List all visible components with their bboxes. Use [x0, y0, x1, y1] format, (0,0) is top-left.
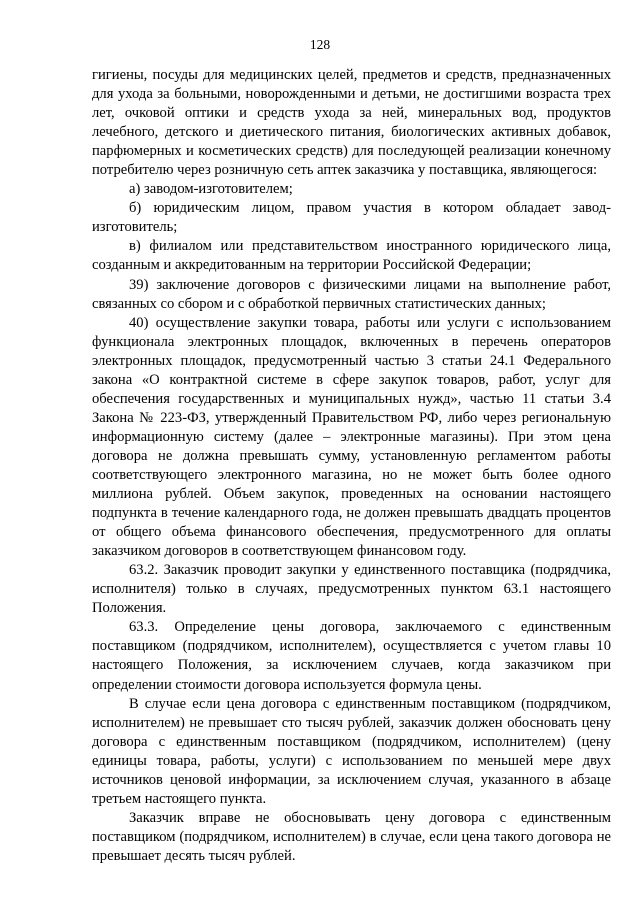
paragraph: а) заводом-изготовителем; — [129, 181, 293, 198]
paragraph: б) юридическим лицом, правом участия в котором обладает завод-изготовитель; — [92, 200, 611, 236]
page-number: 128 — [309, 37, 331, 52]
paragraph: в) филиалом или представительством иностранного юридического лица, созданным и аккредитованным на территории Российской Федерации; — [92, 238, 611, 274]
paragraph: Заказчик вправе не обосновывать цену договора с единственным поставщиком (подрядчиком, исполнителем) в случае, если цена такого договора не превышает десять тысяч рублей. — [92, 809, 611, 864]
paragraph: гигиены, посуды для медицинских целей, предметов и средств, предназначенных для ухода за больными, новорожденными и детьми, не достигшими возраста трех лет, очковой оптики и средств ухода за ней, минеральных вод, продуктов лечебного, детского и диетического питания, биологических активных добавок, парфюмерных и косметических средств) для последующей реализации конечному потребителю через розничную сеть аптек заказчика у поставщика, являющегося: — [92, 67, 611, 179]
paragraph: В случае если цена договора с единственным поставщиком (подрядчиком, исполнителем) не превышает сто тысяч рублей, заказчик должен обосновать цену договора с единственным поставщиком (подрядчиком, исполнителем) (цену единицы товара, работы, услуги) с использованием по меньшей мере двух источников ценовой информации, за исключением случая, указанного в абзаце третьем настоящего пункта. — [92, 695, 611, 807]
document-body — [92, 66, 611, 866]
paragraph: 39) заключение договоров с физическими лицами на выполнение работ, связанных со сбором и с обработкой первичных статистических данных; — [92, 276, 611, 312]
paragraph: 63.3. Определение цены договора, заключаемого с единственным поставщиком (подрядчиком, исполнителем), осуществляется с учетом главы 10 настоящего Положения, за исключением случаев, когда заказчиком при определении стоимости договора используется формула цены. — [92, 619, 611, 693]
paragraph: 63.2. Заказчик проводит закупки у единственного поставщика (подрядчика, исполнителя) только в случаях, предусмотренных пунктом 63.1 настоящего Положения. — [92, 562, 611, 617]
paragraph: 40) осуществление закупки товара, работы или услуги с использованием функционала электронных площадок, включенных в перечень операторов электронных площадок, предусмотренный частью 3 статьи 24.1 Федерального закона «О контрактной системе в сфере закупок товаров, работ, услуг для обеспечения государственных и муниципальных нужд», частью 11 статьи 3.4 Закона № 223-ФЗ, утвержденный Правительством РФ, либо через региональную информационную систему (далее – электронные магазины). При этом цена договора не должна превышать сумму, установленную регламентом работы соответствующего электронного магазина, но не может быть более одного миллиона рублей. Объем закупок, проведенных на основании настоящего подпункта в течение календарного года, не должен превышать двадцать процентов от общего объема финансового обеспечения, предусмотренного для оплаты заказчиком договоров в соответствующем финансовом году. — [92, 314, 611, 560]
